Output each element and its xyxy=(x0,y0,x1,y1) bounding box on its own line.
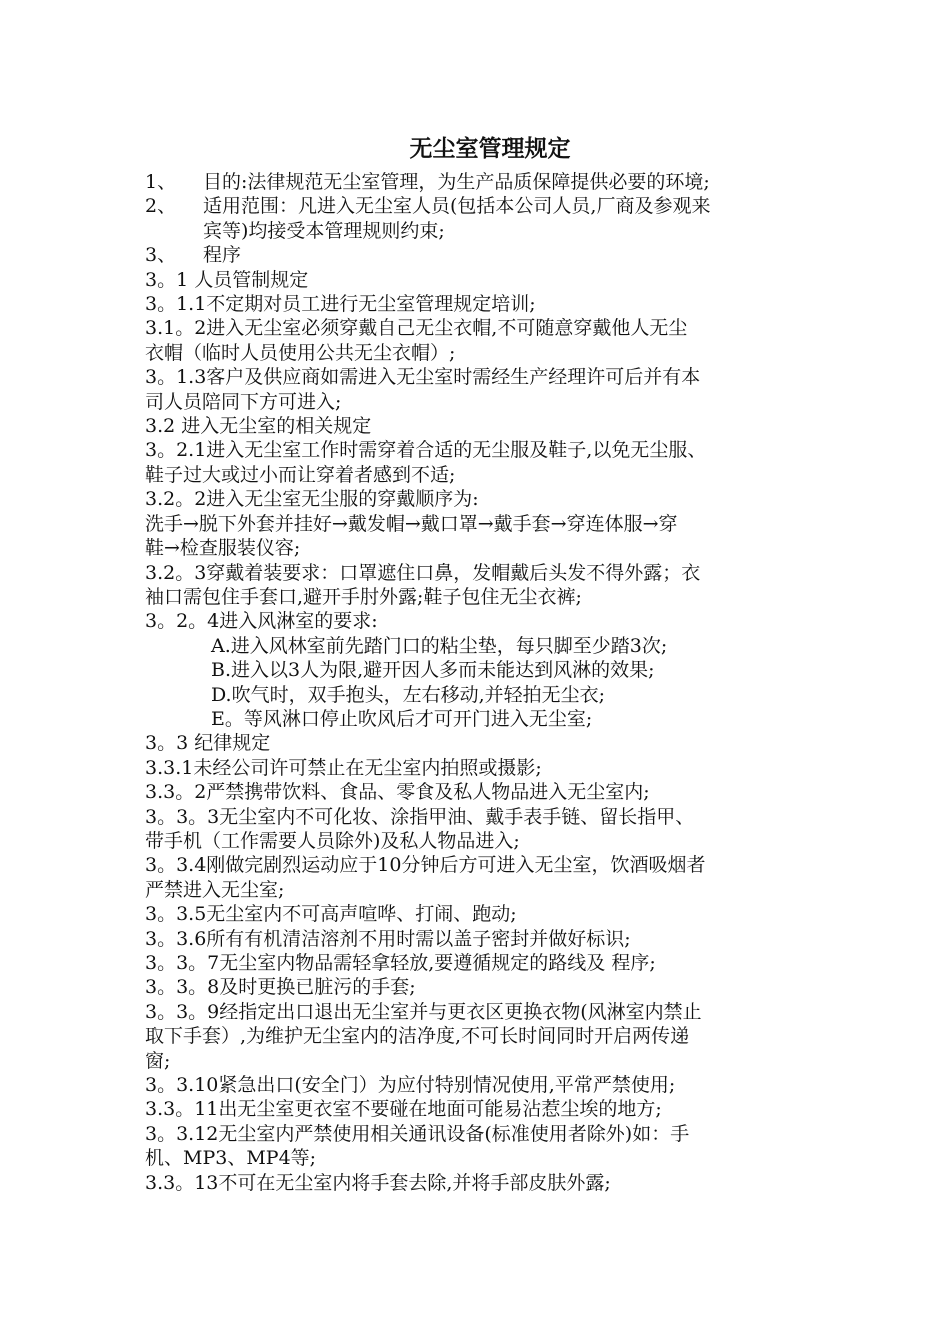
body-line: 3.3。2严禁携带饮料、食品、零食及私人物品进入无尘室内; xyxy=(145,781,650,804)
body-line: 3。2。4进入风淋室的要求: xyxy=(145,610,378,633)
line-number: 2、 xyxy=(145,195,177,218)
body-line: 3.3。11出无尘室更衣室不要碰在地面可能易沾惹尘埃的地方; xyxy=(145,1098,662,1121)
line-number: 3、 xyxy=(145,244,177,267)
line-text: 适用范围：凡进入无尘室人员(包括本公司人员,厂商及参观来 xyxy=(203,195,711,218)
sub-item-line: E。等风淋口停止吹风后才可开门进入无尘室; xyxy=(211,707,593,730)
numbered-line xyxy=(145,170,825,194)
body-line: 带手机（工作需要人员除外)及私人物品进入; xyxy=(145,829,520,852)
body-line: 3.2。3穿戴着装要求：口罩遮住口鼻，发帽戴后头发不得外露；衣 xyxy=(145,561,701,584)
body-line: 3.2 进入无尘室的相关规定 xyxy=(145,415,372,438)
body-line: 3。3 纪律规定 xyxy=(145,732,271,755)
document-page xyxy=(145,132,825,1195)
body-line: 3.2。2进入无尘室无尘服的穿戴顺序为: xyxy=(145,488,479,511)
body-line: 3。3.12无尘室内严禁使用相关通讯设备(标准使用者除外)如：手 xyxy=(145,1122,690,1145)
body-line: 袖口需包住手套口,避开手肘外露;鞋子包住无尘衣裤; xyxy=(145,585,582,608)
sub-item-line: B.进入以3人为限,避开因人多而未能达到风淋的效果; xyxy=(211,659,655,682)
continuation-line: 宾等)均接受本管理规则约束; xyxy=(203,219,445,242)
numbered-line xyxy=(145,194,825,218)
body-line: 3.3。13不可在无尘室内将手套去除,并将手部皮肤外露; xyxy=(145,1171,611,1194)
body-line: 3。3.5无尘室内不可高声喧哗、打闹、跑动; xyxy=(145,903,517,926)
body-line: 鞋子过大或过小而让穿着者感到不适; xyxy=(145,463,456,486)
body-line: 衣帽（临时人员使用公共无尘衣帽）; xyxy=(145,341,456,364)
body-line: 3。3。8及时更换已脏污的手套; xyxy=(145,976,416,999)
body-line: 3。3。7无尘室内物品需轻拿轻放,要遵循规定的路线及 程序; xyxy=(145,952,656,974)
body-line: 3。1 人员管制规定 xyxy=(145,268,309,291)
body-line: 3。1.1不定期对员工进行无尘室管理规定培训; xyxy=(145,293,536,316)
body-line: 3。3.10紧急出口(安全门）为应付特别情况使用,平常严禁使用; xyxy=(145,1074,676,1097)
body-line: 3.3.1未经公司许可禁止在无尘室内拍照或摄影; xyxy=(145,756,542,779)
body-line: 严禁进入无尘室; xyxy=(145,878,285,901)
body-line: 取下手套）,为维护无尘室内的洁净度,不可长时间同时开启两传递 xyxy=(145,1025,690,1048)
body-line: 司人员陪同下方可进入; xyxy=(145,390,342,413)
body-line: 3。2.1进入无尘室工作时需穿着合适的无尘服及鞋子,以免无尘服、 xyxy=(145,439,707,462)
document-body xyxy=(145,170,825,1195)
body-line: 3。3.6所有有机清洁溶剂不用时需以盖子密封并做好标识; xyxy=(145,927,631,950)
body-line: 3。3。9经指定出口退出无尘室并与更衣区更换衣物(风淋室内禁止 xyxy=(145,1000,702,1023)
body-line: 机、MP3、MP4等; xyxy=(145,1147,317,1170)
body-line: 3。3。3无尘室内不可化妆、涂指甲油、戴手表手链、留长指甲、 xyxy=(145,805,695,828)
body-line: 3。3.4刚做完剧烈运动应于10分钟后方可进入无尘室，饮酒吸烟者 xyxy=(145,854,706,877)
body-line: 3.1。2进入无尘室必须穿戴自己无尘衣帽,不可随意穿戴他人无尘 xyxy=(145,317,688,340)
sub-item-line: A.进入风林室前先踏门口的粘尘垫，每只脚至少踏3次; xyxy=(211,634,668,657)
line-text: 目的:法律规范无尘室管理，为生产品质保障提供必要的环境; xyxy=(203,171,710,193)
body-line: 3。1.3客户及供应商如需进入无尘室时需经生产经理许可后并有本 xyxy=(145,366,701,389)
line-text: 程序 xyxy=(203,244,242,267)
document-title: 无尘室管理规定 xyxy=(409,135,571,162)
body-line: 窗; xyxy=(145,1049,171,1072)
line-number: 1、 xyxy=(145,171,177,193)
body-line: 鞋→检查服装仪容; xyxy=(145,537,301,560)
numbered-line xyxy=(145,243,825,267)
sub-item-line: D.吹气时，双手抱头，左右移动,并轻拍无尘衣; xyxy=(211,683,606,706)
body-line: 洗手→脱下外套并挂好→戴发帽→戴口罩→戴手套→穿连体服→穿 xyxy=(145,512,678,535)
